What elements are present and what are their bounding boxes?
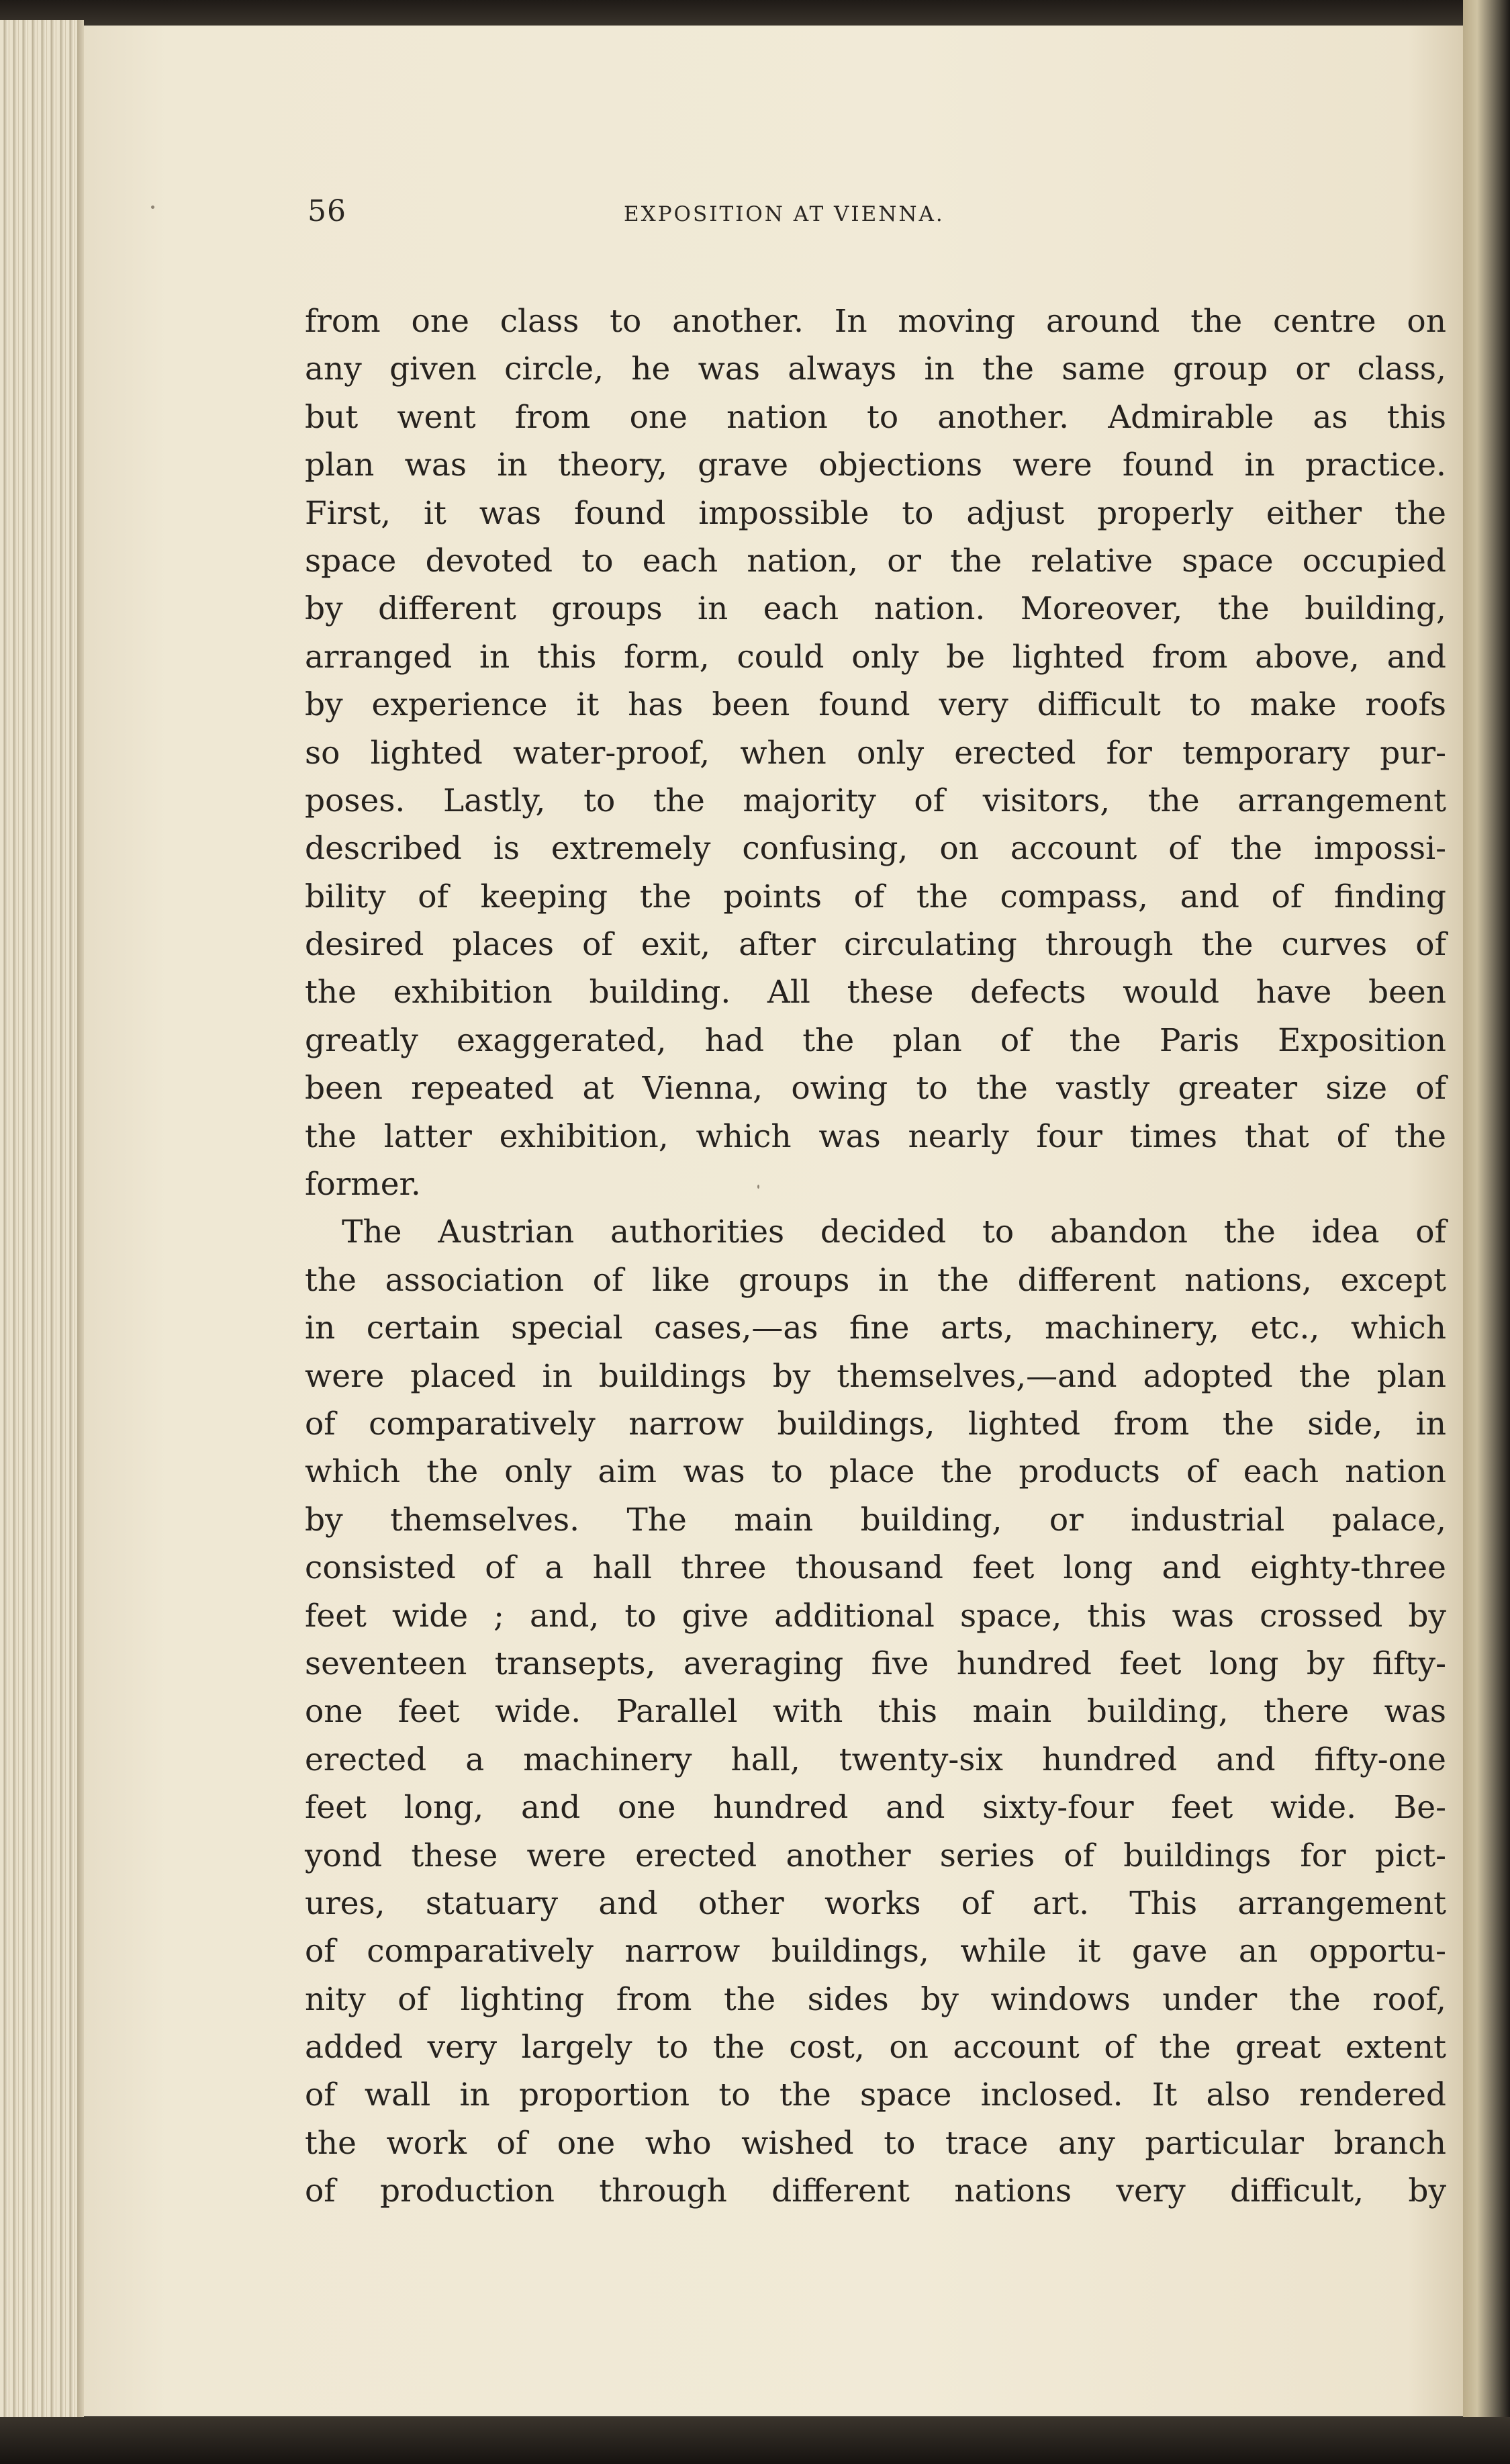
text-line: by experience it has been found very difficult to make roofs (305, 686, 1446, 724)
text-line: greatly exaggerated, had the plan of the Paris Exposition (305, 1021, 1446, 1059)
text-line: feet long, and one hundred and sixty-four feet wide. Be- (305, 1789, 1446, 1827)
text-line: so lighted water-proof, when only erected for temporary pur- (305, 734, 1446, 772)
text-line: the work of one who wished to trace any particular branch (305, 2124, 1446, 2162)
text-line: ures, statuary and other works of art. This arrangement (305, 1884, 1446, 1922)
text-line: of wall in proportion to the space inclosed. It also rendered (305, 2077, 1446, 2114)
text-line: arranged in this form, could only be lighted from above, and (305, 638, 1446, 676)
text-line: former. (305, 1166, 421, 1203)
text-line: The Austrian authorities decided to abandon the idea of (342, 1214, 1446, 1251)
page-number: 56 (308, 194, 346, 228)
book-page (84, 26, 1463, 2416)
text-line: plan was in theory, grave objections were found in practice. (305, 447, 1446, 484)
page-stack-edges (0, 20, 84, 2431)
text-line: of comparatively narrow buildings, lighted from the side, in (305, 1405, 1446, 1443)
text-line: of production through different nations very difficult, by (305, 2173, 1446, 2210)
text-line: any given circle, he was always in the same group or class, (305, 351, 1446, 388)
text-line: bility of keeping the points of the compass, and of finding (305, 878, 1446, 915)
text-line: of comparatively narrow buildings, while it gave an opportu- (305, 1933, 1446, 1970)
scan-edge-top (0, 0, 1510, 27)
running-head: EXPOSITION AT VIENNA. (624, 202, 945, 226)
text-line: poses. Lastly, to the majority of visitors, the arrangement (305, 782, 1446, 819)
text-line: one feet wide. Parallel with this main building, there was (305, 1693, 1446, 1731)
text-line: in certain special cases,—as fine arts, machinery, etc., which (305, 1310, 1446, 1347)
text-line: consisted of a hall three thousand feet long and eighty-three (305, 1549, 1446, 1587)
page-header (84, 194, 1463, 234)
text-line: the association of like groups in the different nations, except (305, 1261, 1446, 1299)
text-line: which the only aim was to place the products of each nation (305, 1453, 1446, 1491)
body-text (305, 298, 1446, 2216)
text-line: the exhibition building. All these defects would have been (305, 974, 1446, 1011)
text-line: but went from one nation to another. Admirable as this (305, 398, 1446, 436)
text-line: nity of lighting from the sides by windows under the roof, (305, 1980, 1446, 2018)
text-line: space devoted to each nation, or the relative space occupied (305, 542, 1446, 580)
text-line: added very largely to the cost, on account of the great extent (305, 2029, 1446, 2066)
text-line: from one class to another. In moving around the centre on (305, 303, 1446, 340)
text-line: feet wide ; and, to give additional space, this was crossed by (305, 1597, 1446, 1635)
text-line: by different groups in each nation. Moreover, the building, (305, 590, 1446, 628)
text-line: described is extremely confusing, on account of the impossi- (305, 830, 1446, 868)
text-line: yond these were erected another series of buildings for pict- (305, 1837, 1446, 1874)
scan-edge-bottom (0, 2417, 1510, 2464)
text-line: been repeated at Vienna, owing to the vastly greater size of (305, 1070, 1446, 1107)
scan-edge-right (1463, 0, 1510, 2464)
text-line: by themselves. The main building, or industrial palace, (305, 1501, 1446, 1539)
text-line: desired places of exit, after circulating through the curves of (305, 926, 1446, 964)
text-line: erected a machinery hall, twenty-six hundred and fifty-one (305, 1741, 1446, 1778)
text-line: were placed in buildings by themselves,—and adopted the plan (305, 1357, 1446, 1395)
text-line: First, it was found impossible to adjust properly either the (305, 494, 1446, 532)
text-line: the latter exhibition, which was nearly four times that of the (305, 1117, 1446, 1155)
text-line: seventeen transepts, averaging five hundred feet long by fifty- (305, 1645, 1446, 1682)
